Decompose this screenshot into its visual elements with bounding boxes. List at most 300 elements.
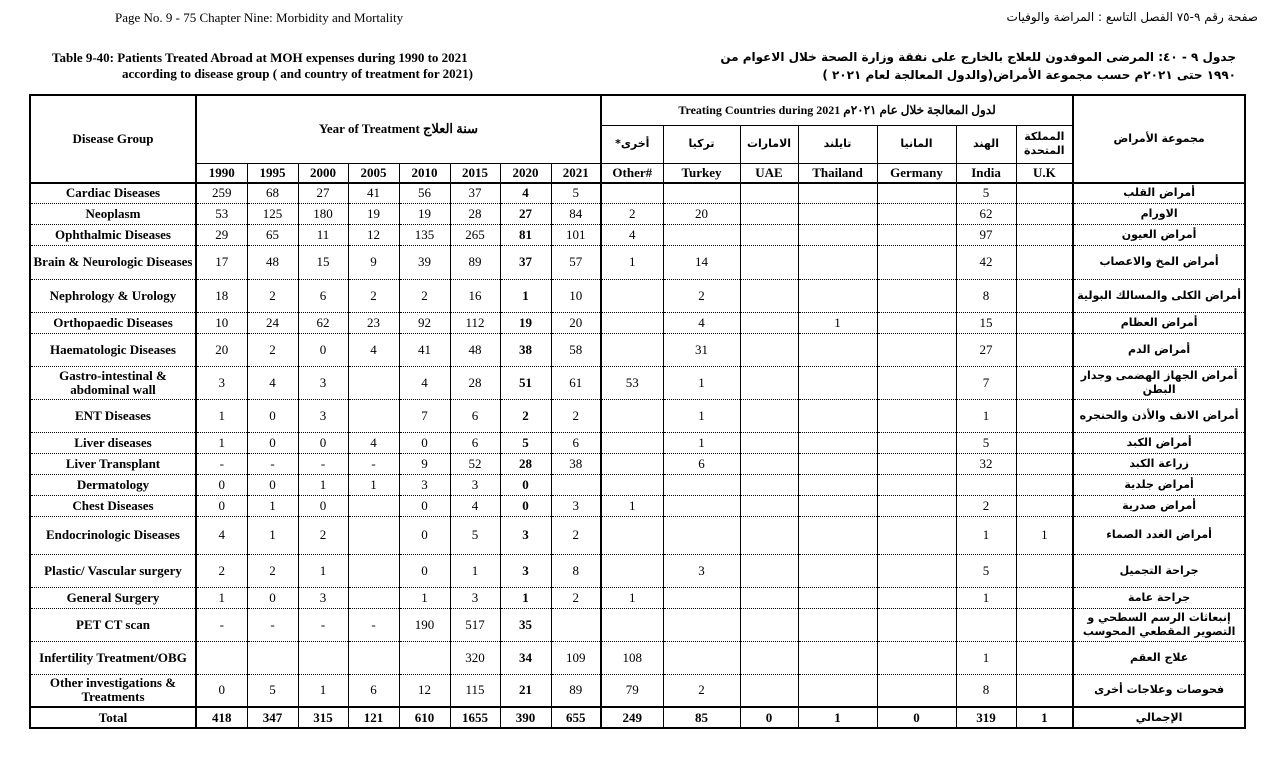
country-value-thailand [798, 608, 877, 641]
country-value-germany [877, 399, 956, 432]
country-value-uk [1016, 366, 1073, 399]
country-value-uae [740, 453, 798, 474]
country-value-uae [740, 399, 798, 432]
year-value-2005 [348, 399, 399, 432]
year-value-2010: 610 [399, 707, 450, 728]
country-value-turkey: 85 [663, 707, 740, 728]
disease-name-ar: أمراض صدرية [1073, 495, 1245, 516]
year-value-1995: 24 [247, 312, 298, 333]
page-header-left: Page No. 9 - 75 Chapter Nine: Morbidity and Mortality [115, 10, 404, 25]
country-ar-uae: الامارات [740, 125, 798, 163]
disease-name-en: Other investigations & Treatments [30, 674, 196, 707]
country-value-uk [1016, 641, 1073, 674]
disease-name-ar: أمراض الغدد الصماء [1073, 516, 1245, 554]
year-value-2015: 3 [450, 587, 500, 608]
year-value-2005: 12 [348, 224, 399, 245]
country-value-germany [877, 183, 956, 203]
country-value-india: 1 [956, 641, 1016, 674]
disease-name-ar: أمراض الدم [1073, 333, 1245, 366]
country-en-other: Other# [601, 163, 663, 183]
disease-name-en: Cardiac Diseases [30, 183, 196, 203]
disease-group-header-en: Disease Group [30, 95, 196, 183]
disease-name-ar: أمراض جلدية [1073, 474, 1245, 495]
country-value-india: 1 [956, 516, 1016, 554]
year-value-1990: 418 [196, 707, 247, 728]
country-value-thailand [798, 203, 877, 224]
year-value-2015: 1655 [450, 707, 500, 728]
country-value-uk [1016, 399, 1073, 432]
country-value-uk [1016, 474, 1073, 495]
country-value-india: 5 [956, 554, 1016, 587]
year-value-2000: 6 [298, 279, 348, 312]
disease-name-ar: جراحة عامة [1073, 587, 1245, 608]
disease-name-en: Orthopaedic Diseases [30, 312, 196, 333]
country-value-uae [740, 203, 798, 224]
country-value-turkey: 1 [663, 432, 740, 453]
country-value-uae: 0 [740, 707, 798, 728]
country-value-uk [1016, 333, 1073, 366]
year-value-2000: 2 [298, 516, 348, 554]
country-value-india: 1 [956, 587, 1016, 608]
country-value-germany [877, 516, 956, 554]
year-value-2005: 1 [348, 474, 399, 495]
country-value-germany [877, 674, 956, 707]
country-value-india: 32 [956, 453, 1016, 474]
year-value-2000: 0 [298, 432, 348, 453]
year-value-2021: 5 [551, 183, 601, 203]
country-value-uae [740, 587, 798, 608]
country-value-thailand [798, 495, 877, 516]
year-value-1995: 0 [247, 399, 298, 432]
disease-group-header-ar: مجموعة الأمراض [1073, 95, 1245, 183]
country-value-thailand [798, 674, 877, 707]
country-value-other: 1 [601, 245, 663, 279]
country-value-turkey: 2 [663, 279, 740, 312]
country-value-other [601, 279, 663, 312]
year-value-1995: 5 [247, 674, 298, 707]
year-value-1995: 4 [247, 366, 298, 399]
country-value-germany: 0 [877, 707, 956, 728]
table-title-arabic [720, 48, 1236, 84]
country-value-turkey [663, 224, 740, 245]
country-value-india: 8 [956, 279, 1016, 312]
country-value-uae [740, 674, 798, 707]
country-value-uk [1016, 587, 1073, 608]
year-value-2010: 56 [399, 183, 450, 203]
year-value-1995: 0 [247, 432, 298, 453]
year-value-1990: 1 [196, 587, 247, 608]
country-value-uk [1016, 203, 1073, 224]
country-value-thailand [798, 245, 877, 279]
country-value-uae [740, 608, 798, 641]
year-value-2021: 89 [551, 674, 601, 707]
year-value-2010: 4 [399, 366, 450, 399]
country-value-uae [740, 554, 798, 587]
year-value-1990: 0 [196, 474, 247, 495]
country-value-uk: 1 [1016, 516, 1073, 554]
year-value-1990: 1 [196, 432, 247, 453]
year-value-1990: 1 [196, 399, 247, 432]
country-en-germany: Germany [877, 163, 956, 183]
country-value-germany [877, 495, 956, 516]
country-value-uae [740, 279, 798, 312]
table-row [30, 674, 1245, 707]
title-en-line1: Table 9-40: Patients Treated Abroad at MOH expenses during 1990 to 2021 [52, 50, 468, 65]
year-value-2021: 10 [551, 279, 601, 312]
year-value-1990: 259 [196, 183, 247, 203]
year-value-2021: 2 [551, 399, 601, 432]
country-value-india [956, 474, 1016, 495]
country-value-thailand [798, 279, 877, 312]
year-value-1995: 48 [247, 245, 298, 279]
country-value-uae [740, 516, 798, 554]
country-value-turkey: 20 [663, 203, 740, 224]
country-value-turkey: 1 [663, 399, 740, 432]
country-value-other [601, 608, 663, 641]
disease-name-ar: أمراض القلب [1073, 183, 1245, 203]
year-value-2000: 11 [298, 224, 348, 245]
country-value-germany [877, 641, 956, 674]
year-value-2000: - [298, 453, 348, 474]
disease-name-ar: إنبعاثات الرسم السطحي و التصوير المقطعي المحوسب [1073, 608, 1245, 641]
year-value-2010: 12 [399, 674, 450, 707]
country-value-turkey: 3 [663, 554, 740, 587]
year-value-1995: - [247, 608, 298, 641]
table-row [30, 474, 1245, 495]
title-en-line2: according to disease group ( and country of treatment for 2021) [122, 66, 473, 81]
year-value-2020: 27 [500, 203, 551, 224]
year-value-2015: 37 [450, 183, 500, 203]
table-row [30, 608, 1245, 641]
country-value-uk: 1 [1016, 707, 1073, 728]
country-value-india: 319 [956, 707, 1016, 728]
year-value-1990: - [196, 608, 247, 641]
table-row [30, 183, 1245, 203]
disease-name-en: Neoplasm [30, 203, 196, 224]
country-value-turkey: 1 [663, 366, 740, 399]
year-header-2021: 2021 [551, 163, 601, 183]
year-value-2005: 19 [348, 203, 399, 224]
country-value-germany [877, 587, 956, 608]
country-value-india [956, 608, 1016, 641]
year-value-2020: 3 [500, 554, 551, 587]
year-value-2010: 0 [399, 554, 450, 587]
country-value-other: 108 [601, 641, 663, 674]
disease-name-ar: أمراض الجهاز الهضمى وجدار البطن [1073, 366, 1245, 399]
country-value-uae [740, 245, 798, 279]
year-value-1995 [247, 641, 298, 674]
year-value-2005: - [348, 453, 399, 474]
year-value-2000 [298, 641, 348, 674]
year-value-2010: 41 [399, 333, 450, 366]
year-header-2005: 2005 [348, 163, 399, 183]
year-value-2015: 5 [450, 516, 500, 554]
country-ar-turkey: تركيا [663, 125, 740, 163]
year-value-2010: 1 [399, 587, 450, 608]
year-value-1990: 20 [196, 333, 247, 366]
country-value-turkey: 2 [663, 674, 740, 707]
year-header-2015: 2015 [450, 163, 500, 183]
year-value-2010: 92 [399, 312, 450, 333]
year-value-1995: 65 [247, 224, 298, 245]
year-value-2020: 5 [500, 432, 551, 453]
country-value-india: 2 [956, 495, 1016, 516]
year-value-2005: 9 [348, 245, 399, 279]
disease-name-ar: زراعة الكبد [1073, 453, 1245, 474]
year-value-2005: 6 [348, 674, 399, 707]
country-value-thailand [798, 453, 877, 474]
year-value-1995: 2 [247, 333, 298, 366]
title-ar-line2: ١٩٩٠ حتى ٢٠٢١م حسب مجموعة الأمراض(والدول المعالجة لعام ٢٠٢١ ) [822, 68, 1236, 82]
table-row [30, 245, 1245, 279]
year-value-2005: 4 [348, 432, 399, 453]
year-value-2005 [348, 641, 399, 674]
country-value-uk [1016, 245, 1073, 279]
country-value-uae [740, 312, 798, 333]
year-value-2000: 0 [298, 333, 348, 366]
year-value-2021: 61 [551, 366, 601, 399]
total-row [30, 707, 1245, 728]
disease-name-en: PET CT scan [30, 608, 196, 641]
table-row [30, 366, 1245, 399]
year-value-2000: 27 [298, 183, 348, 203]
year-value-2005 [348, 366, 399, 399]
year-value-2021: 2 [551, 587, 601, 608]
country-value-turkey [663, 495, 740, 516]
country-value-thailand [798, 183, 877, 203]
country-value-other [601, 432, 663, 453]
disease-name-en: Liver diseases [30, 432, 196, 453]
year-value-2010: 7 [399, 399, 450, 432]
country-value-uk [1016, 432, 1073, 453]
year-value-2020: 81 [500, 224, 551, 245]
country-value-other: 53 [601, 366, 663, 399]
country-value-thailand [798, 224, 877, 245]
year-header-2000: 2000 [298, 163, 348, 183]
disease-name-en: Brain & Neurologic Diseases [30, 245, 196, 279]
country-value-other: 4 [601, 224, 663, 245]
disease-name-en: Dermatology [30, 474, 196, 495]
country-value-uk [1016, 608, 1073, 641]
year-value-2005: - [348, 608, 399, 641]
country-value-germany [877, 366, 956, 399]
country-value-thailand [798, 333, 877, 366]
disease-name-en: Total [30, 707, 196, 728]
country-ar-other: أخرى* [601, 125, 663, 163]
country-value-uk [1016, 554, 1073, 587]
country-ar-germany: المانيا [877, 125, 956, 163]
year-value-2010: 19 [399, 203, 450, 224]
year-value-2005: 23 [348, 312, 399, 333]
year-value-2020: 51 [500, 366, 551, 399]
country-value-turkey: 14 [663, 245, 740, 279]
country-value-thailand [798, 432, 877, 453]
country-value-germany [877, 203, 956, 224]
year-value-1990: - [196, 453, 247, 474]
disease-name-en: Liver Transplant [30, 453, 196, 474]
country-value-turkey [663, 587, 740, 608]
disease-name-ar: أمراض المخ والاعصاب [1073, 245, 1245, 279]
year-value-2010 [399, 641, 450, 674]
year-value-2021: 101 [551, 224, 601, 245]
year-value-1995: 1 [247, 516, 298, 554]
country-value-germany [877, 245, 956, 279]
year-value-2020: 1 [500, 587, 551, 608]
table-row [30, 516, 1245, 554]
year-value-2021: 8 [551, 554, 601, 587]
country-value-india: 1 [956, 399, 1016, 432]
year-value-1990: 4 [196, 516, 247, 554]
year-value-1995: 2 [247, 279, 298, 312]
year-value-2021 [551, 474, 601, 495]
table-row [30, 587, 1245, 608]
year-value-2005: 121 [348, 707, 399, 728]
country-value-germany [877, 312, 956, 333]
year-value-2000: 180 [298, 203, 348, 224]
year-value-2000: 3 [298, 399, 348, 432]
year-value-1995: 1 [247, 495, 298, 516]
country-value-india: 62 [956, 203, 1016, 224]
year-value-1995: 68 [247, 183, 298, 203]
disease-name-ar: أمراض الكبد [1073, 432, 1245, 453]
country-value-other [601, 453, 663, 474]
year-value-2005: 2 [348, 279, 399, 312]
country-value-other [601, 516, 663, 554]
year-value-1995: 0 [247, 587, 298, 608]
year-value-2020: 4 [500, 183, 551, 203]
year-value-2020: 28 [500, 453, 551, 474]
country-value-india: 27 [956, 333, 1016, 366]
treating-countries-header: Treating Countries during 2021 لدول المعالجة خلال عام ٢٠٢١م [601, 95, 1073, 125]
country-value-thailand [798, 587, 877, 608]
disease-name-en: Gastro-intestinal & abdominal wall [30, 366, 196, 399]
country-value-thailand: 1 [798, 312, 877, 333]
country-value-other [601, 474, 663, 495]
table-row [30, 432, 1245, 453]
year-value-2020: 34 [500, 641, 551, 674]
year-value-2010: 0 [399, 432, 450, 453]
year-value-2020: 1 [500, 279, 551, 312]
country-en-india: India [956, 163, 1016, 183]
table-row [30, 203, 1245, 224]
country-value-uae [740, 495, 798, 516]
year-value-2021: 3 [551, 495, 601, 516]
country-value-other [601, 333, 663, 366]
year-value-2010: 0 [399, 495, 450, 516]
patients-abroad-table [29, 94, 1246, 729]
year-value-2005 [348, 516, 399, 554]
year-value-2015: 89 [450, 245, 500, 279]
table-row [30, 453, 1245, 474]
year-value-2020: 35 [500, 608, 551, 641]
disease-name-ar: جراحة التجميل [1073, 554, 1245, 587]
year-value-2010: 135 [399, 224, 450, 245]
year-value-1990: 10 [196, 312, 247, 333]
table-title-english [52, 50, 473, 82]
year-value-2015: 6 [450, 399, 500, 432]
year-value-2010: 0 [399, 516, 450, 554]
year-value-2005 [348, 587, 399, 608]
year-value-2000: - [298, 608, 348, 641]
country-en-turkey: Turkey [663, 163, 740, 183]
year-value-2000: 0 [298, 495, 348, 516]
page-header-right: صفحة رقم ٩-٧٥ الفصل التاسع : المراضة والوفيات [1006, 10, 1258, 24]
year-value-1995: 125 [247, 203, 298, 224]
year-value-1990 [196, 641, 247, 674]
year-value-2005: 41 [348, 183, 399, 203]
year-value-2015: 320 [450, 641, 500, 674]
country-value-uk [1016, 453, 1073, 474]
country-value-india: 97 [956, 224, 1016, 245]
country-value-uk [1016, 183, 1073, 203]
year-value-2015: 265 [450, 224, 500, 245]
year-value-2000: 62 [298, 312, 348, 333]
year-value-2015: 16 [450, 279, 500, 312]
year-value-1990: 3 [196, 366, 247, 399]
year-value-1990: 17 [196, 245, 247, 279]
country-value-other: 79 [601, 674, 663, 707]
year-value-2021: 109 [551, 641, 601, 674]
country-value-india: 42 [956, 245, 1016, 279]
country-en-uk: U.K [1016, 163, 1073, 183]
country-value-thailand [798, 554, 877, 587]
disease-name-ar: فحوصات وعلاجات أخرى [1073, 674, 1245, 707]
year-value-2021 [551, 608, 601, 641]
year-value-2020: 0 [500, 495, 551, 516]
year-value-2021: 2 [551, 516, 601, 554]
country-value-germany [877, 554, 956, 587]
country-value-germany [877, 333, 956, 366]
year-value-2005 [348, 554, 399, 587]
country-value-other [601, 312, 663, 333]
country-en-thailand: Thailand [798, 163, 877, 183]
disease-name-ar: أمراض العظام [1073, 312, 1245, 333]
disease-name-en: Ophthalmic Diseases [30, 224, 196, 245]
year-header-2010: 2010 [399, 163, 450, 183]
year-value-1995: 347 [247, 707, 298, 728]
table-row [30, 279, 1245, 312]
year-value-2000: 3 [298, 587, 348, 608]
country-value-other: 249 [601, 707, 663, 728]
country-en-uae: UAE [740, 163, 798, 183]
country-value-turkey [663, 641, 740, 674]
country-value-turkey: 4 [663, 312, 740, 333]
year-of-treatment-header: Year of Treatment سنة العلاج [196, 95, 601, 163]
year-value-1995: 0 [247, 474, 298, 495]
country-value-uae [740, 432, 798, 453]
country-value-india: 7 [956, 366, 1016, 399]
year-value-1990: 18 [196, 279, 247, 312]
disease-name-ar: الإجمالي [1073, 707, 1245, 728]
country-value-india: 5 [956, 432, 1016, 453]
country-value-thailand [798, 399, 877, 432]
disease-name-en: Nephrology & Urology [30, 279, 196, 312]
year-value-2010: 3 [399, 474, 450, 495]
country-value-uae [740, 183, 798, 203]
disease-name-en: Infertility Treatment/OBG [30, 641, 196, 674]
year-value-2021: 58 [551, 333, 601, 366]
country-value-germany [877, 608, 956, 641]
country-value-other: 2 [601, 203, 663, 224]
disease-name-en: Haematologic Diseases [30, 333, 196, 366]
year-value-2000: 15 [298, 245, 348, 279]
country-value-india: 8 [956, 674, 1016, 707]
year-value-2000: 1 [298, 554, 348, 587]
year-value-1990: 0 [196, 495, 247, 516]
country-value-germany [877, 474, 956, 495]
year-value-2015: 52 [450, 453, 500, 474]
country-value-other: 1 [601, 495, 663, 516]
